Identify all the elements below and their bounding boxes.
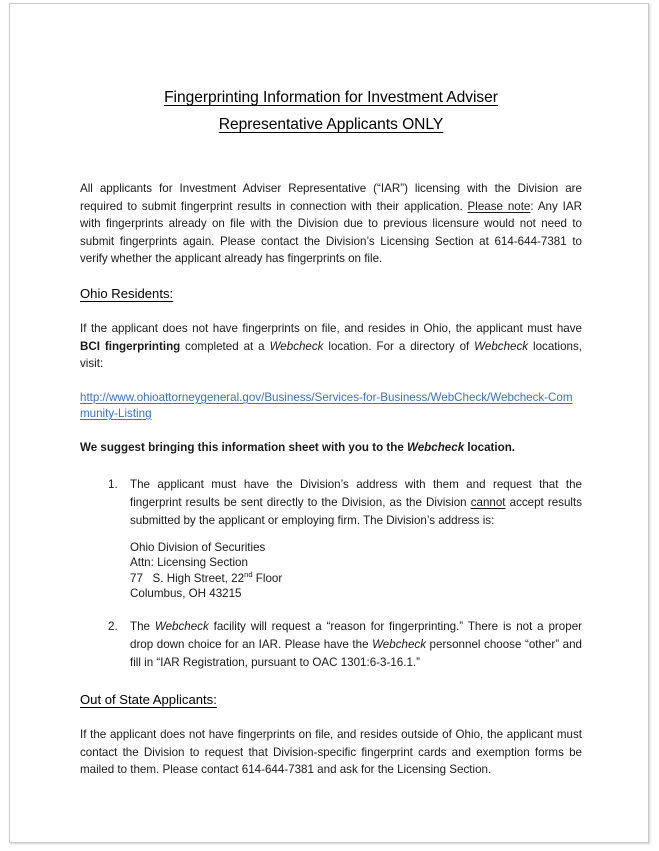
document-page — [9, 3, 649, 843]
spacer — [80, 709, 582, 726]
intro-text-part-2: : Any IAR with fingerprints already on file with the Division due to previous licensure would not need to submit fingerprints again. Please contact the Division’s Licensing Section at 614-644-7381 to verify whether the applicant already has fingerprints on file. — [80, 199, 582, 266]
suggestion-paragraph — [80, 439, 582, 457]
list-item-2-italic-webcheck-1: Webcheck — [154, 620, 209, 634]
section-heading-out-of-state-applicants — [80, 691, 582, 709]
ohio-body-bold-bci-fingerprinting: BCI fingerprinting — [80, 339, 181, 353]
spacer — [80, 422, 582, 439]
suggestion-part-1: We suggest bringing this information sheet with you to the — [80, 440, 407, 454]
ohio-residents-paragraph — [80, 320, 582, 373]
list-item-2-part-3: personnel choose “other” and fill in “IAR Registration, pursuant to OAC 1301:6-3-16.1.” — [130, 637, 582, 669]
spacer — [80, 601, 582, 618]
list-item-2-italic-webcheck-2: Webcheck — [372, 637, 426, 651]
page-title-line-2: Representative Applicants ONLY — [218, 116, 444, 133]
list-item-2-part-1: The — [130, 620, 155, 634]
page-title-line-1: Fingerprinting Information for Investment Adviser — [164, 89, 498, 106]
ohio-body-part-1: If the applicant does not have fingerprints on file, and resides in Ohio, the applicant must have — [80, 321, 582, 335]
address-line-city-state-zip: Columbus, OH 43215 — [130, 587, 242, 601]
address-line-attention: Attn: Licensing Section — [130, 556, 248, 570]
list-item-2-part-2: facility will request a “reason for fingerprinting.” There is not a proper drop down choice for an IAR. Please have the — [130, 620, 582, 651]
section-heading-out-of-state-label: Out of State Applicants: — [80, 692, 217, 708]
spacer — [80, 373, 582, 390]
address-street-pre: 77 S. High Street, 22 — [130, 571, 245, 585]
spacer — [80, 303, 582, 320]
out-of-state-paragraph: If the applicant does not have fingerprints on file, and resides outside of Ohio, the applicant must contact the Division to request that Division-specific fingerprint cards and exemption forms be mailed to them. Please contact 614-644-7381 and ask for the Licensing Section. — [80, 728, 582, 777]
ohio-body-italic-webcheck-1: Webcheck — [269, 339, 324, 353]
address-street-post: Floor — [252, 571, 283, 585]
intro-emphasis-please-note: Please note — [467, 199, 531, 213]
list-item-1-part-2: accept results submitted by the applicant or employing firm. The Division’s address is: — [130, 495, 583, 527]
section-heading-ohio-residents — [80, 285, 582, 303]
list-item-1-part-1: The applicant must have the Division’s address with them and request that the fingerprint results be sent directly to the Division, as the Division — [130, 478, 582, 509]
spacer — [80, 268, 582, 285]
spacer — [80, 671, 582, 691]
ohio-body-part-2: completed at a — [180, 339, 270, 353]
page-title — [80, 4, 582, 138]
intro-text-part-1: All applicants for Investment Adviser Representative (“IAR”) licensing with the Division are required to submit fingerprint results in connection with their application. — [80, 182, 582, 213]
address-line-street — [130, 571, 582, 586]
ohio-body-part-4: locations, visit: — [80, 339, 582, 371]
division-address-block — [80, 540, 582, 601]
suggestion-part-2: location. — [464, 440, 516, 454]
webcheck-directory-link[interactable]: http://www.ohioattorneygeneral.gov/Business/Services-for-Business/WebCheck/Webcheck-Community-Listing — [80, 390, 573, 420]
spacer — [80, 529, 582, 540]
ohio-body-italic-webcheck-2: Webcheck — [474, 339, 529, 353]
suggestion-italic-webcheck: Webcheck — [407, 440, 465, 454]
section-heading-ohio-residents-label: Ohio Residents: — [80, 285, 174, 301]
page-content — [80, 4, 582, 842]
list-item — [80, 476, 582, 529]
numbered-instructions-list — [80, 476, 582, 671]
spacer — [80, 138, 582, 180]
list-item-1-underlined-cannot: cannot — [470, 495, 506, 509]
spacer — [80, 456, 582, 476]
list-item — [80, 618, 582, 671]
address-line-organization: Ohio Division of Securities — [130, 541, 266, 555]
intro-paragraph — [80, 180, 582, 268]
address-street-ordinal-suffix: nd — [244, 569, 253, 579]
list-item-marker-2: 2. — [108, 620, 118, 634]
ohio-body-part-3: location. For a directory of — [323, 339, 475, 353]
list-item-marker-1: 1. — [108, 478, 118, 492]
